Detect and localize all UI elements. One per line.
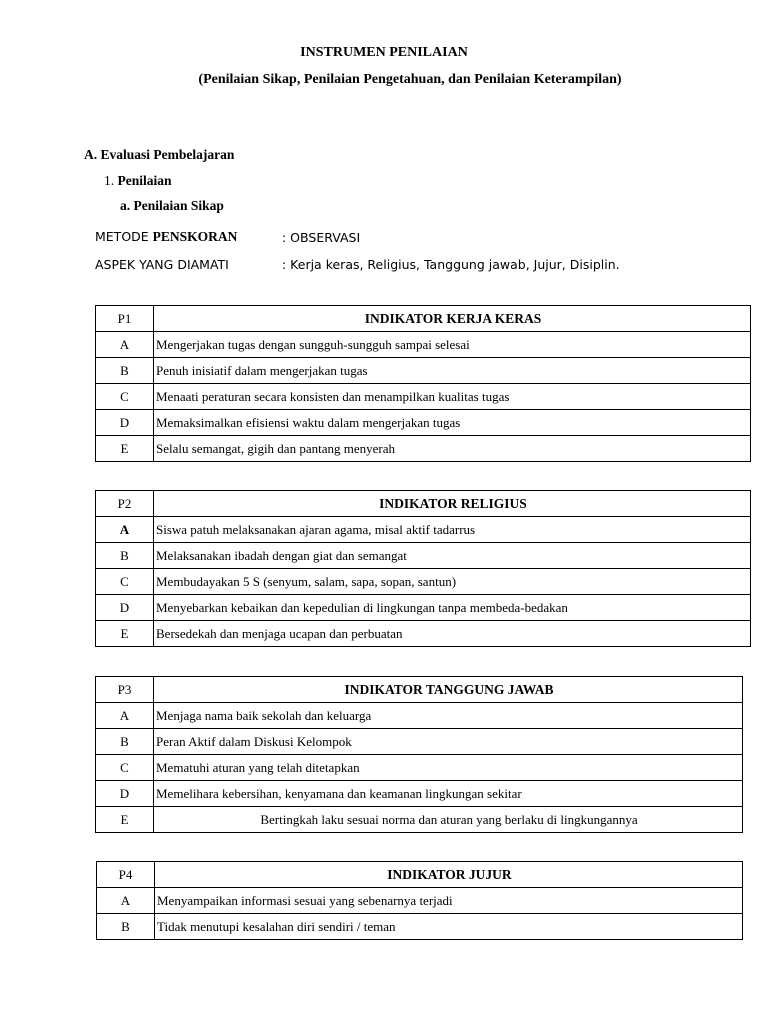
method-label-part2: PENSKORAN	[152, 229, 238, 244]
row-code: B	[96, 543, 154, 569]
row-text: Penuh inisiatif dalam mengerjakan tugas	[154, 358, 751, 384]
indicator-table-p2	[95, 490, 751, 647]
row-code: D	[96, 410, 154, 436]
table-row	[96, 781, 743, 807]
row-text: Menjaga nama baik sekolah dan keluarga	[154, 703, 743, 729]
table-row	[96, 517, 751, 543]
table-row	[96, 410, 751, 436]
row-code: E	[96, 621, 154, 647]
row-code: C	[96, 569, 154, 595]
row-code: C	[96, 755, 154, 781]
table-header-row	[97, 862, 743, 888]
row-text: Selalu semangat, gigih dan pantang menyerah	[154, 436, 751, 462]
table-row	[96, 436, 751, 462]
table-row	[97, 914, 743, 940]
table-code: P2	[96, 491, 154, 517]
subsection-number: 1.	[104, 173, 115, 188]
indicator-table-p3	[95, 676, 743, 833]
row-code: E	[96, 436, 154, 462]
row-code: A	[97, 888, 155, 914]
method-label-part1: METODE	[95, 229, 149, 244]
table-row	[96, 729, 743, 755]
row-code: D	[96, 781, 154, 807]
row-code: E	[96, 807, 154, 833]
method-label	[95, 229, 237, 245]
table-code: P1	[96, 306, 154, 332]
row-code: B	[96, 358, 154, 384]
subsection-label: Penilaian	[117, 173, 172, 188]
row-text: Bertingkah laku sesuai norma dan aturan yang berlaku di lingkungannya	[154, 807, 743, 833]
row-code: A	[96, 332, 154, 358]
table-header-row	[96, 677, 743, 703]
table-row	[96, 358, 751, 384]
subsubsection-heading: a. Penilaian Sikap	[120, 198, 224, 213]
row-text: Tidak menutupi kesalahan diri sendiri / teman	[155, 914, 743, 940]
row-text: Menyampaikan informasi sesuai yang sebenarnya terjadi	[155, 888, 743, 914]
table-header: INDIKATOR KERJA KERAS	[154, 306, 751, 332]
row-text: Menyebarkan kebaikan dan kepedulian di lingkungan tanpa membeda-bedakan	[154, 595, 751, 621]
row-text: Mematuhi aturan yang telah ditetapkan	[154, 755, 743, 781]
row-text: Memaksimalkan efisiensi waktu dalam mengerjakan tugas	[154, 410, 751, 436]
row-text: Peran Aktif dalam Diskusi Kelompok	[154, 729, 743, 755]
table-row	[96, 569, 751, 595]
aspect-value: : Kerja keras, Religius, Tanggung jawab, Jujur, Disiplin.	[282, 257, 620, 272]
row-code: D	[96, 595, 154, 621]
row-code: C	[96, 384, 154, 410]
row-text: Bersedekah dan menjaga ucapan dan perbuatan	[154, 621, 751, 647]
table-row	[96, 384, 751, 410]
row-text: Melaksanakan ibadah dengan giat dan semangat	[154, 543, 751, 569]
indicator-table-p1	[95, 305, 751, 462]
table-header-row	[96, 306, 751, 332]
table-row	[96, 595, 751, 621]
table-header: INDIKATOR TANGGUNG JAWAB	[154, 677, 743, 703]
indicator-table-p4	[96, 861, 743, 940]
aspect-label: ASPEK YANG DIAMATI	[95, 257, 229, 272]
row-text: Siswa patuh melaksanakan ajaran agama, misal aktif tadarrus	[154, 517, 751, 543]
table-row	[96, 703, 743, 729]
table-header: INDIKATOR JUJUR	[155, 862, 743, 888]
row-text: Menaati peraturan secara konsisten dan menampilkan kualitas tugas	[154, 384, 751, 410]
document-title: INSTRUMEN PENILAIAN	[300, 45, 468, 60]
table-row	[96, 621, 751, 647]
table-row	[96, 755, 743, 781]
method-value: : OBSERVASI	[282, 230, 361, 245]
row-code: B	[97, 914, 155, 940]
table-row	[96, 543, 751, 569]
table-row	[96, 332, 751, 358]
table-header-row	[96, 491, 751, 517]
subsection-heading	[104, 173, 172, 189]
document-subtitle: (Penilaian Sikap, Penilaian Pengetahuan, dan Penilaian Keterampilan)	[198, 72, 622, 87]
row-text: Membudayakan 5 S (senyum, salam, sapa, sopan, santun)	[154, 569, 751, 595]
table-header: INDIKATOR RELIGIUS	[154, 491, 751, 517]
section-heading: A. Evaluasi Pembelajaran	[84, 147, 235, 162]
row-code: A	[96, 517, 154, 543]
row-text: Memelihara kebersihan, kenyamana dan keamanan lingkungan sekitar	[154, 781, 743, 807]
row-code: B	[96, 729, 154, 755]
row-text: Mengerjakan tugas dengan sungguh-sungguh sampai selesai	[154, 332, 751, 358]
table-row	[97, 888, 743, 914]
row-code: A	[96, 703, 154, 729]
table-code: P3	[96, 677, 154, 703]
table-row	[96, 807, 743, 833]
table-code: P4	[97, 862, 155, 888]
